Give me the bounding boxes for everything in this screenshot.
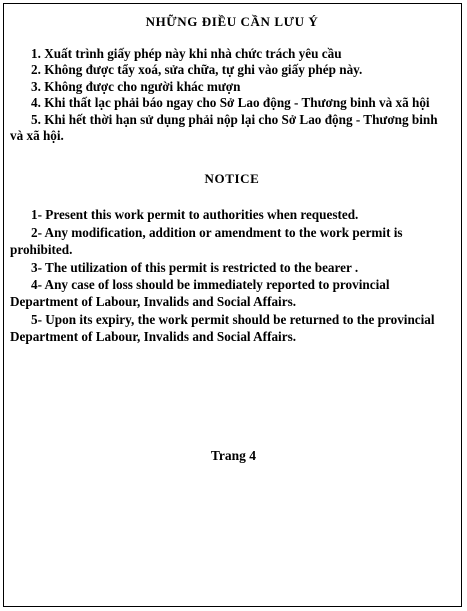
english-notice-heading: NOTICE <box>204 171 260 187</box>
vietnamese-notice-item-2: 2. Không được tẩy xoá, sửa chữa, tự ghi vào giấy phép này. <box>31 62 363 78</box>
english-notice-item-5: 5- Upon its expiry, the work permit should be returned to the provincial Department of Labour, Invalids and Social Affairs. <box>10 311 435 345</box>
vietnamese-notice-item-1: 1. Xuất trình giấy phép này khi nhà chức trách yêu cầu <box>31 46 342 61</box>
vietnamese-notice-item-3: 3. Không được cho người khác mượn <box>31 78 241 94</box>
english-notice-item-4: 4- Any case of loss should be immediately reported to provincial Department of Labour, Invalids and Social Affairs. <box>10 277 390 310</box>
vietnamese-notice-item-5: 5. Khi hết thời hạn sử dụng phải nộp lại cho Sở Lao động - Thương binh và xã hội. <box>10 111 438 144</box>
vietnamese-notice-heading: NHỮNG ĐIỀU CẦN LƯU Ý <box>145 14 319 29</box>
vietnamese-notice-list <box>10 46 454 144</box>
english-notice-item-2: 2- Any modification, addition or amendment to the work permit is prohibited. <box>10 224 403 258</box>
english-notice-item-1: 1- Present this work permit to authorities when requested. <box>31 207 359 223</box>
page-number: Trang 4 <box>210 448 257 463</box>
vietnamese-notice-item-4: 4. Khi thất lạc phải báo ngay cho Sở Lao động - Thương binh và xã hội <box>31 95 430 111</box>
english-notice-list <box>10 206 454 345</box>
document-content <box>10 6 454 346</box>
english-notice-item-3: 3- The utilization of this permit is restricted to the bearer . <box>31 259 359 275</box>
